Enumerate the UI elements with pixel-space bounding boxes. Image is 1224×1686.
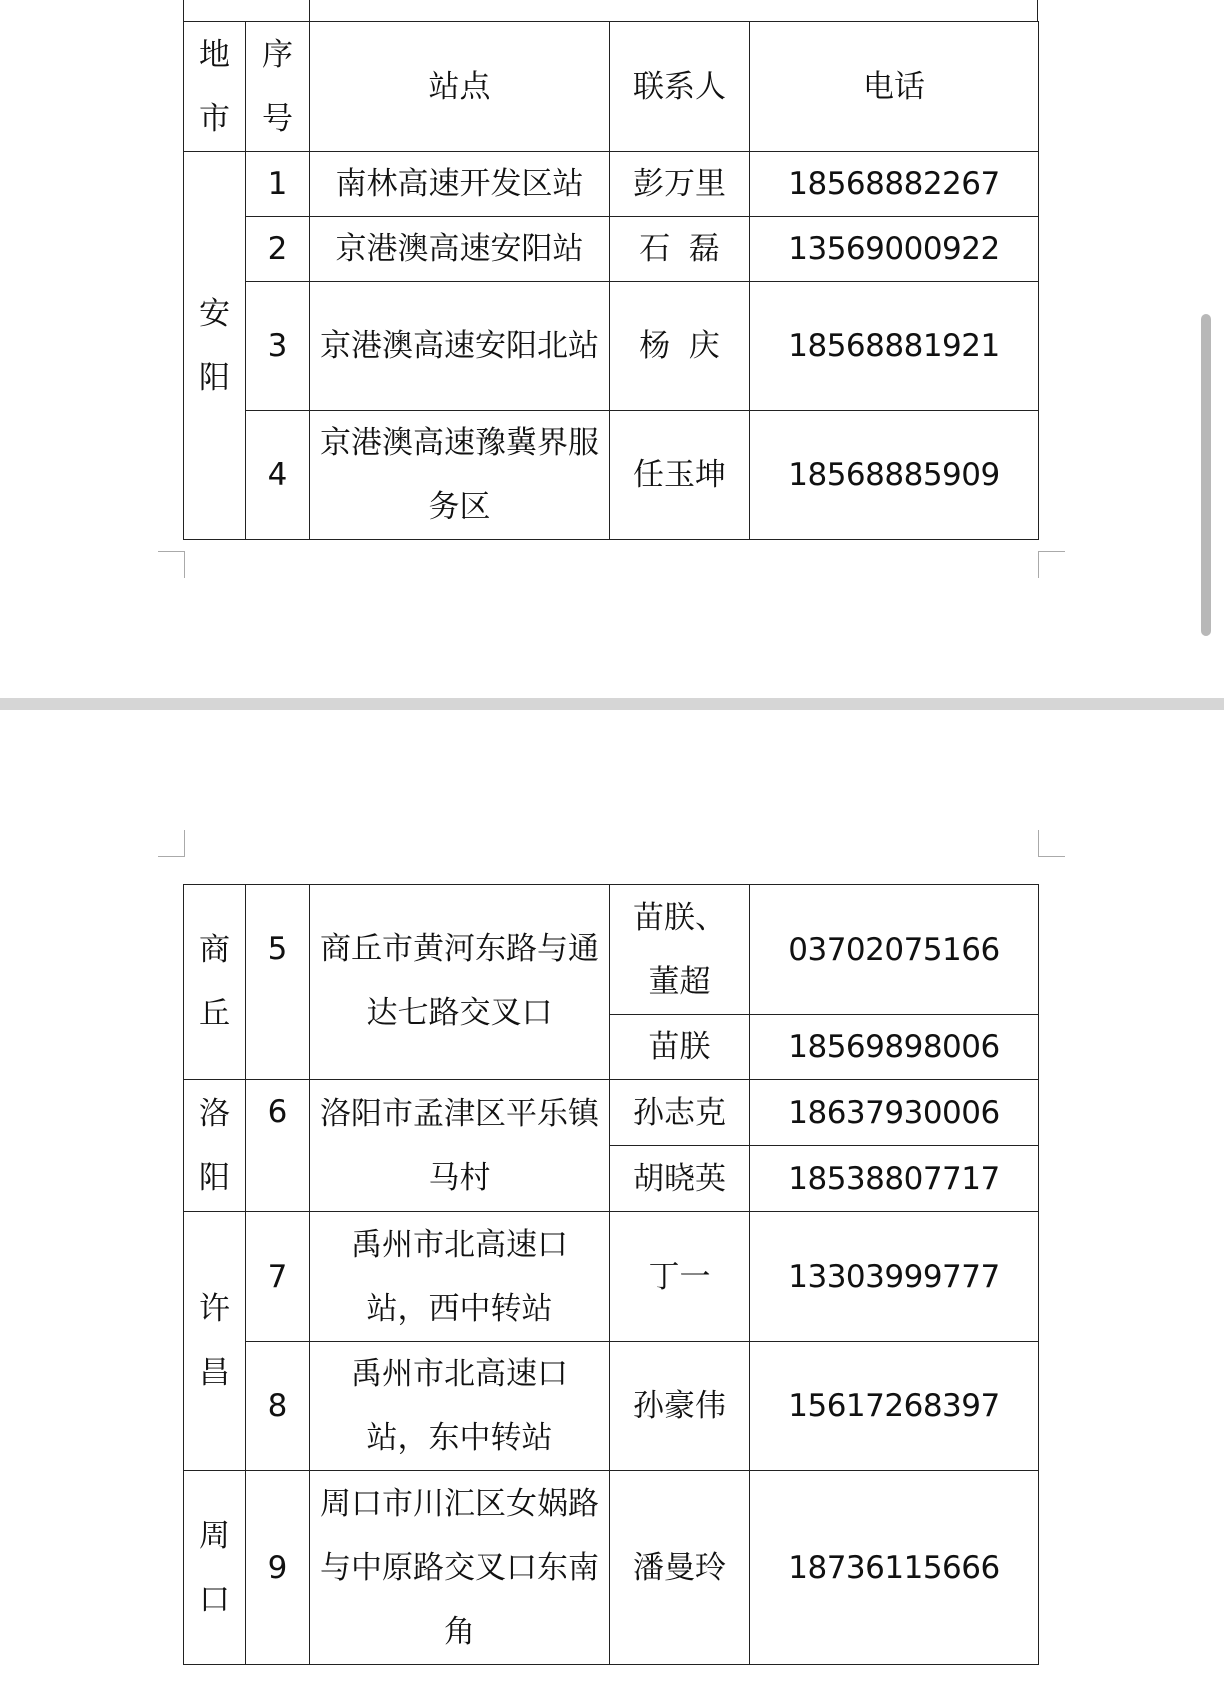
contact-cell: 苗朕	[610, 1015, 750, 1080]
header-contact: 联系人	[610, 22, 750, 152]
seq-cell: 5	[246, 885, 310, 1080]
table-border-stub	[183, 0, 184, 22]
phone-cell: 18568885909	[750, 411, 1039, 540]
margin-corner-mark	[158, 830, 185, 857]
table-row	[184, 282, 1039, 411]
phone-cell: 18568881921	[750, 282, 1039, 411]
station-cell: 周口市川汇区女娲路与中原路交叉口东南角	[310, 1471, 610, 1665]
phone-cell: 18569898006	[750, 1015, 1039, 1080]
table-border-stub	[1037, 0, 1038, 22]
seq-cell: 2	[246, 217, 310, 282]
header-seq: 序号	[246, 22, 310, 152]
contact-table-part-2	[183, 884, 1039, 1665]
table-row	[184, 152, 1039, 217]
contact-cell: 任玉坤	[610, 411, 750, 540]
contact-cell: 孙豪伟	[610, 1342, 750, 1471]
contact-cell: 丁一	[610, 1212, 750, 1342]
table-row	[184, 1080, 1039, 1146]
seq-cell: 1	[246, 152, 310, 217]
margin-corner-mark	[158, 551, 185, 578]
header-station: 站点	[310, 22, 610, 152]
contact-cell: 苗朕、董超	[610, 885, 750, 1015]
city-cell: 周口	[184, 1471, 246, 1665]
phone-cell: 18538807717	[750, 1146, 1039, 1212]
city-cell: 安阳	[184, 152, 246, 540]
seq-cell: 4	[246, 411, 310, 540]
station-cell: 商丘市黄河东路与通达七路交叉口	[310, 885, 610, 1080]
contact-table-part-1	[183, 21, 1039, 540]
table-row	[184, 1342, 1039, 1471]
contact-cell: 石磊	[610, 217, 750, 282]
city-cell: 洛阳	[184, 1080, 246, 1212]
contact-cell: 杨庆	[610, 282, 750, 411]
phone-cell: 03702075166	[750, 885, 1039, 1015]
table-row	[184, 1212, 1039, 1342]
phone-cell: 18736115666	[750, 1471, 1039, 1665]
seq-cell: 7	[246, 1212, 310, 1342]
phone-cell: 18637930006	[750, 1080, 1039, 1146]
header-phone: 电话	[750, 22, 1039, 152]
table-row	[184, 1471, 1039, 1665]
station-cell: 南林高速开发区站	[310, 152, 610, 217]
document-page-2	[0, 710, 1224, 1686]
contact-cell: 彭万里	[610, 152, 750, 217]
margin-corner-mark	[1038, 551, 1065, 578]
table-row	[184, 217, 1039, 282]
seq-cell: 9	[246, 1471, 310, 1665]
city-cell: 许昌	[184, 1212, 246, 1471]
phone-cell: 15617268397	[750, 1342, 1039, 1471]
phone-cell: 18568882267	[750, 152, 1039, 217]
seq-cell: 3	[246, 282, 310, 411]
contact-cell: 胡晓英	[610, 1146, 750, 1212]
table-header-row	[184, 22, 1039, 152]
station-cell: 禹州市北高速口站，西中转站	[310, 1212, 610, 1342]
seq-cell: 6	[246, 1080, 310, 1212]
header-city: 地市	[184, 22, 246, 152]
contact-cell: 潘曼玲	[610, 1471, 750, 1665]
station-cell: 京港澳高速安阳站	[310, 217, 610, 282]
seq-cell: 8	[246, 1342, 310, 1471]
table-row	[184, 411, 1039, 540]
document-page-1	[0, 0, 1224, 700]
station-cell: 京港澳高速安阳北站	[310, 282, 610, 411]
margin-corner-mark	[1038, 830, 1065, 857]
station-cell: 洛阳市孟津区平乐镇马村	[310, 1080, 610, 1212]
contact-cell: 孙志克	[610, 1080, 750, 1146]
phone-cell: 13569000922	[750, 217, 1039, 282]
page-gap	[0, 698, 1224, 710]
table-border-stub	[309, 0, 310, 22]
city-cell: 商丘	[184, 885, 246, 1080]
phone-cell: 13303999777	[750, 1212, 1039, 1342]
table-row	[184, 885, 1039, 1015]
vertical-scrollbar[interactable]	[1201, 314, 1211, 636]
station-cell: 禹州市北高速口站，东中转站	[310, 1342, 610, 1471]
station-cell: 京港澳高速豫冀界服务区	[310, 411, 610, 540]
